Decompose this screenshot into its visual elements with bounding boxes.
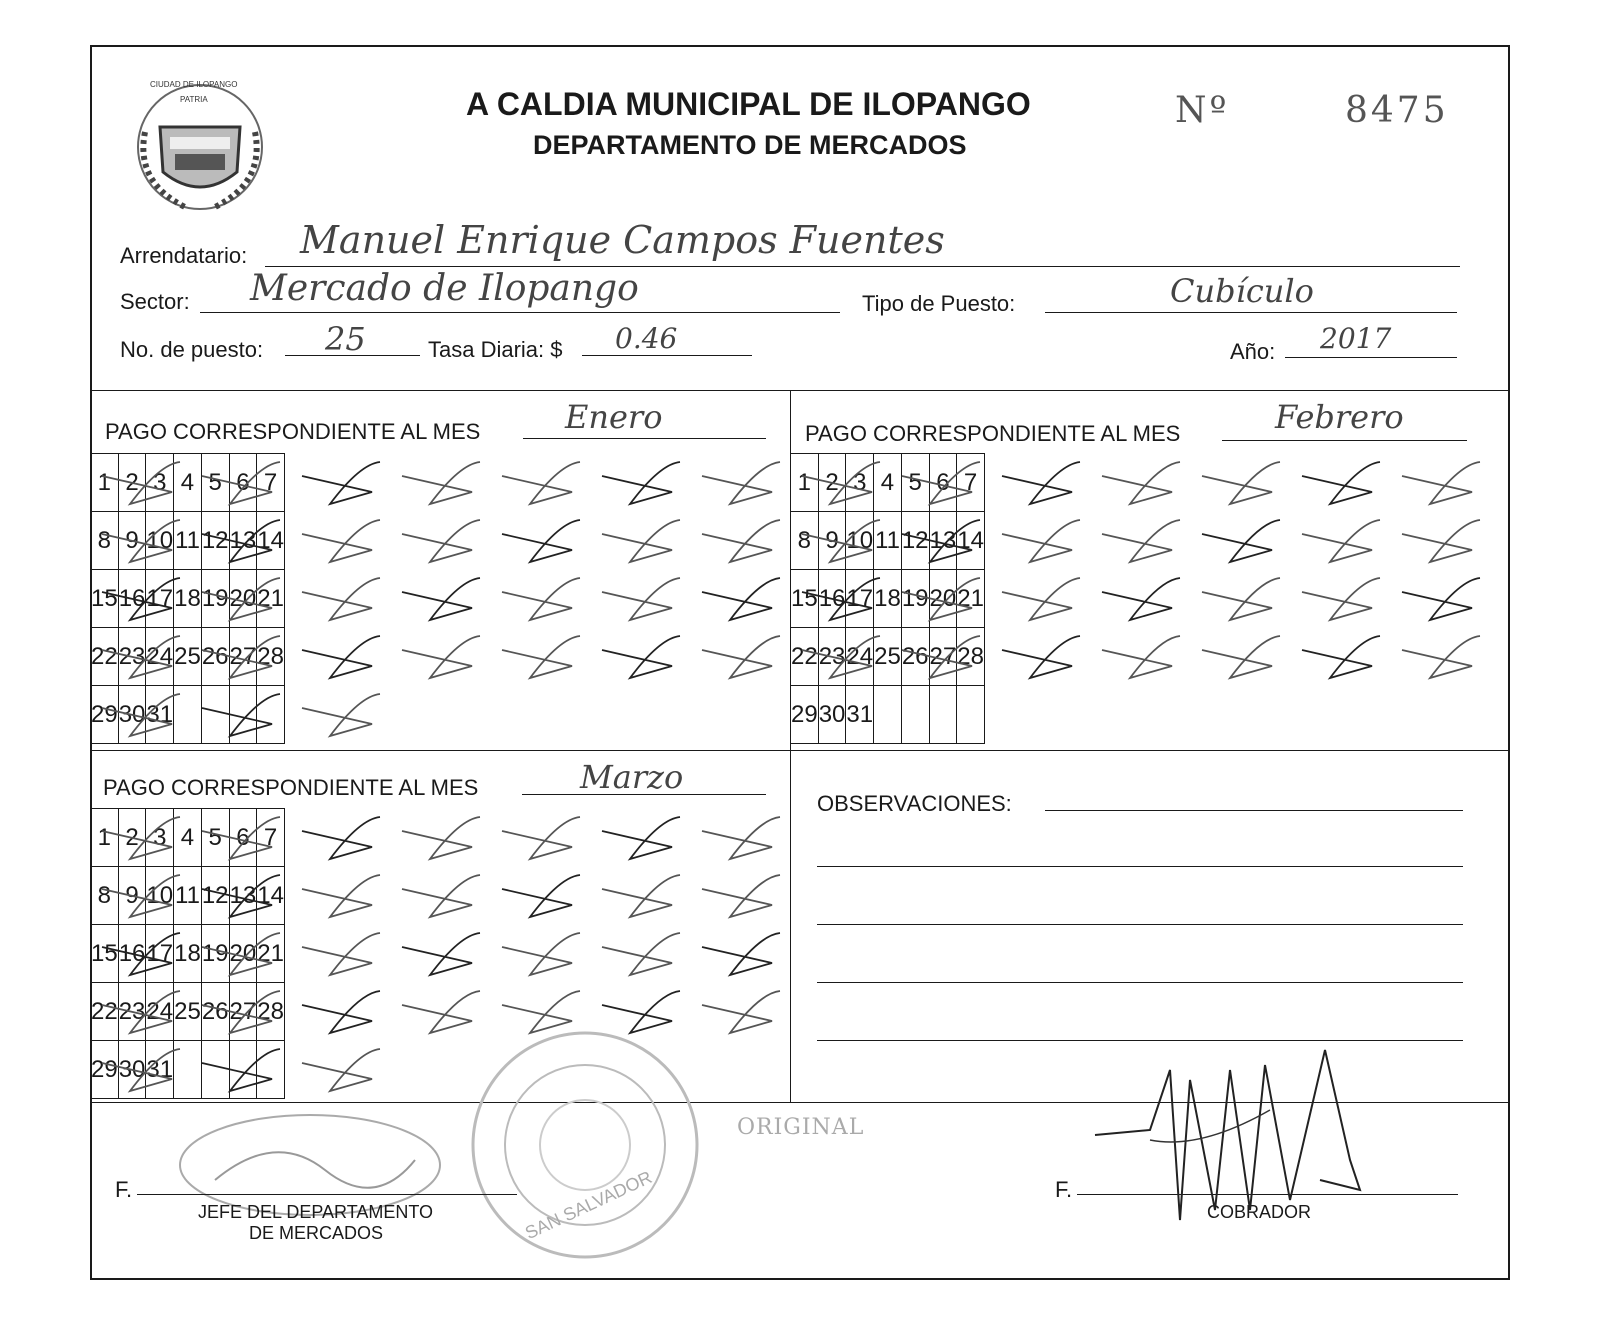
day-cell-24: 24: [146, 983, 174, 1041]
day-cell-18: 18: [174, 925, 202, 983]
original-stamp: ORIGINAL: [737, 1115, 865, 1140]
day-cell-4: 4: [174, 454, 202, 512]
tasa-value: 0.46: [615, 322, 678, 355]
day-cell-12: 12: [901, 512, 929, 570]
page-subtitle: DEPARTAMENTO DE MERCADOS: [533, 130, 967, 160]
enero-month-label: PAGO CORRESPONDIENTE AL MES: [105, 419, 481, 444]
sector-label: Sector:: [120, 289, 190, 314]
day-cell-30: 30: [118, 1041, 146, 1099]
day-cell-23: 23: [118, 983, 146, 1041]
day-cell-21: 21: [257, 570, 285, 628]
day-cell-24: 24: [846, 628, 874, 686]
day-cell-5: 5: [201, 809, 229, 867]
empty-cell: [874, 686, 902, 744]
empty-cell: [929, 686, 957, 744]
day-cell-8: 8: [91, 867, 119, 925]
day-cell-19: 19: [201, 925, 229, 983]
day-cell-11: 11: [174, 867, 202, 925]
day-cell-9: 9: [118, 867, 146, 925]
day-cell-31: 31: [146, 1041, 174, 1099]
day-cell-21: 21: [957, 570, 985, 628]
day-cell-12: 12: [201, 867, 229, 925]
day-cell-27: 27: [229, 628, 257, 686]
anio-label: Año:: [1230, 339, 1276, 364]
day-cell-17: 17: [146, 570, 174, 628]
day-cell-5: 5: [201, 454, 229, 512]
day-cell-19: 19: [201, 570, 229, 628]
page-title: A CALDIA MUNICIPAL DE ILOPANGO: [466, 86, 1031, 122]
febrero-month-label: PAGO CORRESPONDIENTE AL MES: [805, 421, 1181, 446]
stamp-text: SAN SALVADOR: [521, 1166, 655, 1244]
day-cell-8: 8: [91, 512, 119, 570]
empty-cell: [229, 1041, 257, 1099]
day-cell-26: 26: [201, 983, 229, 1041]
empty-cell: [174, 1041, 202, 1099]
empty-cell: [201, 1041, 229, 1099]
seal-motto: PATRIA: [180, 95, 208, 104]
day-cell-14: 14: [257, 867, 285, 925]
day-cell-25: 25: [874, 628, 902, 686]
day-cell-22: 22: [791, 628, 819, 686]
empty-cell: [957, 686, 985, 744]
day-cell-10: 10: [146, 512, 174, 570]
day-cell-7: 7: [957, 454, 985, 512]
day-cell-23: 23: [818, 628, 846, 686]
sector-value: Mercado de Ilopango: [250, 268, 639, 309]
day-cell-18: 18: [874, 570, 902, 628]
day-cell-3: 3: [846, 454, 874, 512]
day-cell-17: 17: [846, 570, 874, 628]
day-cell-25: 25: [174, 628, 202, 686]
day-cell-10: 10: [146, 867, 174, 925]
day-cell-4: 4: [174, 809, 202, 867]
day-cell-13: 13: [929, 512, 957, 570]
day-cell-14: 14: [957, 512, 985, 570]
cobrador-signature: [1090, 1040, 1390, 1255]
day-cell-28: 28: [257, 628, 285, 686]
day-cell-28: 28: [957, 628, 985, 686]
cobrador-title: COBRADOR: [1207, 1202, 1312, 1222]
day-cell-22: 22: [91, 983, 119, 1041]
day-cell-18: 18: [174, 570, 202, 628]
empty-cell: [901, 686, 929, 744]
day-cell-20: 20: [229, 570, 257, 628]
empty-cell: [229, 686, 257, 744]
day-cell-16: 16: [818, 570, 846, 628]
day-cell-22: 22: [91, 628, 119, 686]
day-cell-2: 2: [118, 454, 146, 512]
mercados-circular-stamp: [465, 1025, 705, 1270]
day-cell-12: 12: [201, 512, 229, 570]
puesto-value: 25: [325, 320, 366, 358]
empty-cell: [257, 1041, 285, 1099]
day-cell-1: 1: [791, 454, 819, 512]
jefe-title-line1: JEFE DEL DEPARTAMENTO: [198, 1202, 434, 1222]
day-cell-29: 29: [791, 686, 819, 744]
day-cell-9: 9: [118, 512, 146, 570]
anio-value: 2017: [1320, 322, 1392, 355]
observaciones-label: OBSERVACIONES:: [817, 791, 1012, 816]
tipo-puesto-value: Cubículo: [1170, 272, 1314, 310]
day-cell-7: 7: [257, 454, 285, 512]
tipo-puesto-label: Tipo de Puesto:: [862, 291, 1016, 316]
day-cell-21: 21: [257, 925, 285, 983]
day-cell-6: 6: [929, 454, 957, 512]
day-cell-1: 1: [91, 809, 119, 867]
day-cell-10: 10: [846, 512, 874, 570]
day-cell-3: 3: [146, 454, 174, 512]
jefe-title-line2: DE MERCADOS: [249, 1223, 384, 1243]
f-right-label: F.: [1055, 1177, 1073, 1202]
day-cell-19: 19: [901, 570, 929, 628]
day-cell-25: 25: [174, 983, 202, 1041]
day-cell-3: 3: [146, 809, 174, 867]
day-cell-1: 1: [91, 454, 119, 512]
day-cell-16: 16: [118, 925, 146, 983]
empty-cell: [174, 686, 202, 744]
day-cell-13: 13: [229, 512, 257, 570]
day-cell-4: 4: [874, 454, 902, 512]
empty-cell: [257, 686, 285, 744]
arrendatario-value: Manuel Enrique Campos Fuentes: [300, 218, 945, 262]
day-cell-15: 15: [791, 570, 819, 628]
day-cell-27: 27: [229, 983, 257, 1041]
day-cell-15: 15: [91, 570, 119, 628]
day-cell-9: 9: [818, 512, 846, 570]
day-cell-11: 11: [874, 512, 902, 570]
day-cell-16: 16: [118, 570, 146, 628]
seal-text: CIUDAD DE ILOPANGO: [150, 80, 238, 89]
day-cell-2: 2: [818, 454, 846, 512]
day-cell-17: 17: [146, 925, 174, 983]
f-left-label: F.: [115, 1177, 133, 1202]
day-cell-31: 31: [146, 686, 174, 744]
day-cell-24: 24: [146, 628, 174, 686]
day-cell-6: 6: [229, 809, 257, 867]
marzo-month-label: PAGO CORRESPONDIENTE AL MES: [103, 775, 479, 800]
tasa-label: Tasa Diaria: $: [428, 337, 563, 362]
day-cell-28: 28: [257, 983, 285, 1041]
day-cell-31: 31: [846, 686, 874, 744]
enero-month-value: Enero: [565, 398, 663, 436]
day-cell-26: 26: [901, 628, 929, 686]
day-cell-29: 29: [91, 686, 119, 744]
febrero-month-value: Febrero: [1275, 398, 1404, 436]
day-cell-7: 7: [257, 809, 285, 867]
empty-cell: [201, 686, 229, 744]
day-cell-5: 5: [901, 454, 929, 512]
day-cell-23: 23: [118, 628, 146, 686]
day-cell-13: 13: [229, 867, 257, 925]
day-cell-20: 20: [229, 925, 257, 983]
day-cell-30: 30: [118, 686, 146, 744]
day-cell-6: 6: [229, 454, 257, 512]
day-cell-30: 30: [818, 686, 846, 744]
puesto-label: No. de puesto:: [120, 337, 264, 362]
day-cell-2: 2: [118, 809, 146, 867]
arrendatario-label: Arrendatario:: [120, 243, 248, 268]
day-cell-14: 14: [257, 512, 285, 570]
day-cell-11: 11: [174, 512, 202, 570]
receipt-number-label: Nº: [1175, 90, 1230, 131]
day-cell-29: 29: [91, 1041, 119, 1099]
day-cell-8: 8: [791, 512, 819, 570]
day-cell-27: 27: [929, 628, 957, 686]
receipt-number: 8475: [1345, 90, 1449, 131]
day-cell-20: 20: [929, 570, 957, 628]
day-cell-15: 15: [91, 925, 119, 983]
marzo-month-value: Marzo: [580, 758, 684, 796]
day-cell-26: 26: [201, 628, 229, 686]
